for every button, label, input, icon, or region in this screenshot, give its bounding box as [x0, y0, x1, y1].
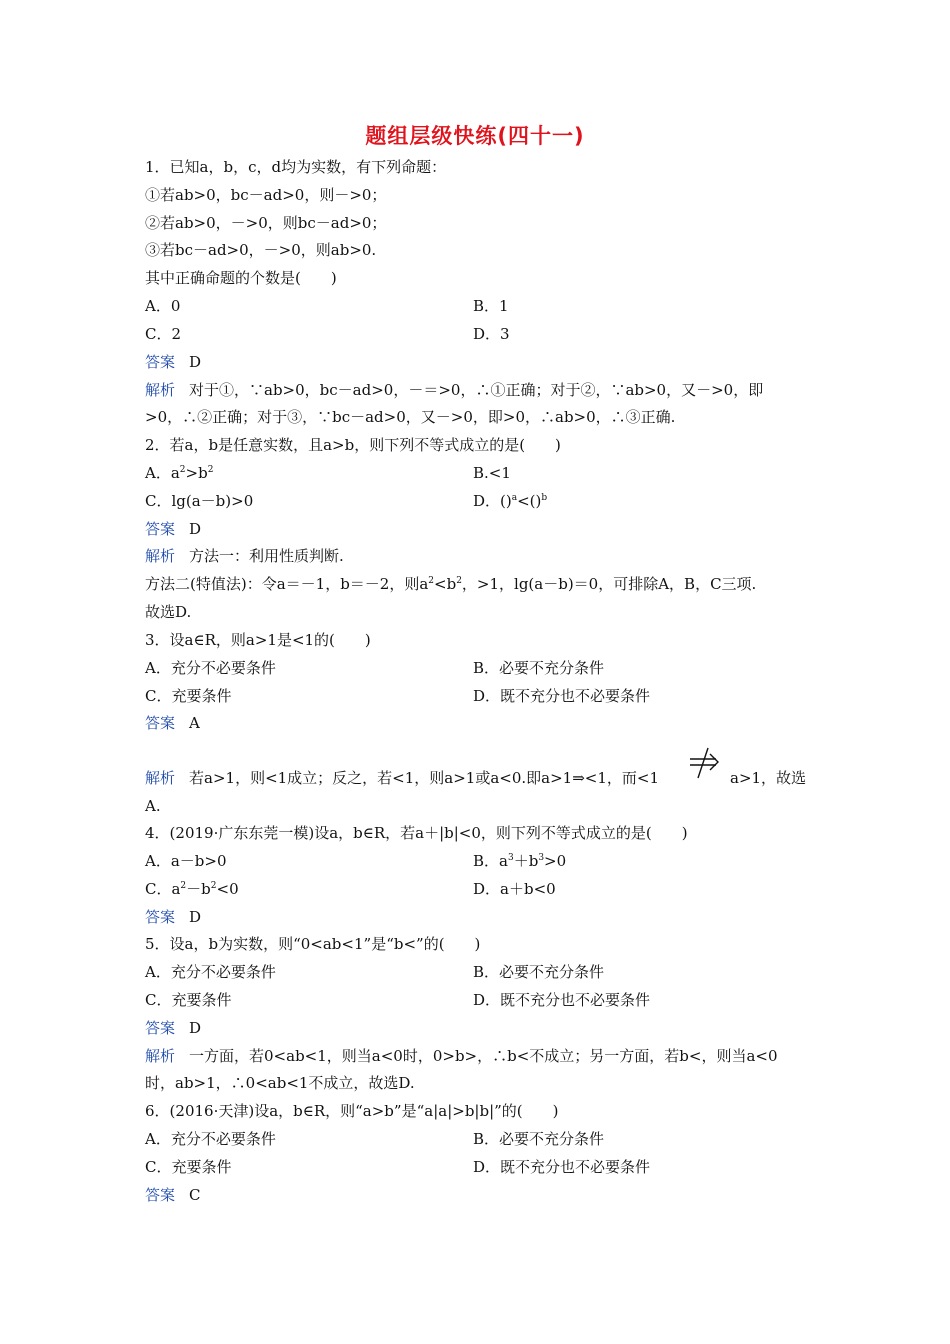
q4-stem: 4．(2019·广东东莞一模)设a，b∈R，若a＋|b|<0，则下列不等式成立的是( ) — [145, 824, 688, 842]
analysis-label: 解析 — [145, 547, 176, 565]
superscript: 3 — [507, 853, 514, 863]
q1-stem: 1．已知a，b，c，d均为实数，有下列命题： — [145, 158, 447, 176]
q4-option-c-text: C．a — [145, 880, 181, 898]
q3-answer — [145, 713, 200, 733]
q2-analysis-text-3: 故选D. — [145, 603, 192, 621]
q2-option-a — [145, 463, 213, 483]
q3-stem: 3．设a∈R，则a>1是<1的( ) — [145, 631, 371, 649]
q5-analysis-text-1: 一方面，若0<ab<1，则当a<0时，0>b>，∴b<不成立；另一方面，若b<，则当a<0 — [189, 1047, 778, 1065]
q3-analysis-text-2: A. — [145, 797, 161, 815]
q6-answer — [145, 1185, 201, 1205]
q1-proposition-3: ③若bc－ad>0，－>0，则ab>0. — [145, 241, 377, 259]
q2-analysis-text-2 — [145, 574, 756, 594]
superscript: 2 — [207, 465, 214, 475]
q5-answer — [145, 1018, 201, 1038]
q5-option-c: C．充要条件 — [145, 991, 232, 1009]
q2-answer-value: D — [189, 520, 202, 538]
q4-option-a: A．a－b>0 — [145, 852, 227, 870]
q1-analysis — [145, 380, 763, 400]
q1-proposition-2: ②若ab>0，－>0，则bc－ad>0； — [145, 214, 387, 232]
answer-label: 答案 — [145, 520, 176, 538]
q4-option-c-text: －b — [186, 880, 211, 898]
superscript: 2 — [428, 576, 435, 586]
analysis-label: 解析 — [145, 1047, 176, 1065]
q1-option-a: A．0 — [145, 297, 181, 315]
q2-option-c: C．lg(a－b)>0 — [145, 492, 254, 510]
q3-analysis — [145, 768, 659, 788]
q1-option-b: B．1 — [473, 297, 509, 315]
q3-analysis-text-tail: a>1，故选 — [730, 769, 807, 787]
answer-label: 答案 — [145, 1186, 176, 1204]
q5-answer-value: D — [189, 1019, 202, 1037]
superscript: 2 — [456, 576, 462, 586]
q6-option-b: B．必要不充分条件 — [473, 1130, 605, 1148]
superscript: a — [511, 493, 518, 503]
q2-analysis-text: <b — [434, 575, 457, 593]
answer-label: 答案 — [145, 908, 176, 926]
q2-option-a-text: A．a — [145, 464, 180, 482]
superscript: 2 — [210, 881, 217, 891]
q6-option-c: C．充要条件 — [145, 1158, 232, 1176]
q1-analysis-text-1: 对于①，∵ab>0，bc－ad>0，－＝>0，∴①正确；对于②，∵ab>0，又－>0，即 — [189, 381, 764, 399]
q2-analysis — [145, 546, 344, 566]
q2-option-d-text: D．() — [473, 492, 512, 510]
q3-option-a: A．充分不必要条件 — [145, 659, 276, 677]
q1-option-c: C．2 — [145, 325, 182, 343]
analysis-label: 解析 — [145, 769, 176, 787]
q5-stem: 5．设a，b为实数，则“0<ab<1”是“b<”的( ) — [145, 935, 481, 953]
q6-option-d: D．既不充分也不必要条件 — [473, 1158, 651, 1176]
q1-proposition-1: ①若ab>0，bc－ad>0，则－>0； — [145, 186, 387, 204]
q1-answer-value: D — [189, 353, 202, 371]
q3-answer-value: A — [189, 714, 200, 732]
q3-option-c: C．充要条件 — [145, 687, 232, 705]
superscript: 3 — [538, 853, 545, 863]
q4-option-b-text: B．a — [473, 852, 508, 870]
q2-stem: 2．若a，b是任意实数，且a>b，则下列不等式成立的是( ) — [145, 436, 561, 454]
superscript: 2 — [179, 465, 186, 475]
analysis-label: 解析 — [145, 381, 176, 399]
q6-answer-value: C — [189, 1186, 201, 1204]
q4-option-b — [473, 851, 566, 871]
not-implies-icon — [686, 745, 722, 781]
page-title: 题组层级快练(四十一) — [365, 124, 585, 148]
q2-option-d — [473, 491, 547, 511]
q6-stem: 6．(2016·天津)设a，b∈R，则“a>b”是“a|a|>b|b|”的( ) — [145, 1102, 559, 1120]
q3-analysis-text-1: 若a>1，则<1成立；反之，若<1，则a>1或a<0.即a>1⇒<1，而<1 — [189, 769, 660, 787]
q2-option-b: B.<1 — [473, 464, 511, 482]
answer-label: 答案 — [145, 353, 176, 371]
q1-analysis-text-2: >0，∴②正确；对于③，∵bc－ad>0，又－>0，即>0，∴ab>0，∴③正确. — [145, 408, 676, 426]
q2-answer — [145, 519, 201, 539]
superscript: 2 — [180, 881, 187, 891]
q2-option-d-text: <() — [517, 492, 542, 510]
answer-label: 答案 — [145, 1019, 176, 1037]
q4-answer — [145, 907, 201, 927]
q1-answer — [145, 352, 201, 372]
superscript: b — [541, 493, 548, 503]
q2-option-a-text: >b — [185, 464, 208, 482]
q4-option-d: D．a＋b<0 — [473, 880, 556, 898]
q6-option-a: A．充分不必要条件 — [145, 1130, 276, 1148]
q2-analysis-text: ，>1，lg(a－b)＝0，可排除A，B，C三项. — [461, 575, 757, 593]
q3-option-b: B．必要不充分条件 — [473, 659, 605, 677]
q4-option-b-text: ＋b — [513, 852, 539, 870]
q4-option-c-text: <0 — [216, 880, 239, 898]
q5-analysis — [145, 1046, 778, 1066]
q1-option-d: D．3 — [473, 325, 510, 343]
answer-label: 答案 — [145, 714, 176, 732]
q4-option-b-text: >0 — [544, 852, 567, 870]
q2-analysis-text: 方法二(特值法)：令a＝－1，b＝－2，则a — [145, 575, 429, 593]
q5-option-d: D．既不充分也不必要条件 — [473, 991, 651, 1009]
q4-option-c — [145, 879, 239, 899]
q1-ask: 其中正确命题的个数是( ) — [145, 269, 337, 287]
q5-option-b: B．必要不充分条件 — [473, 963, 605, 981]
q4-answer-value: D — [189, 908, 202, 926]
q5-analysis-text-2: 时，ab>1，∴0<ab<1不成立，故选D. — [145, 1074, 415, 1092]
q3-option-d: D．既不充分也不必要条件 — [473, 687, 651, 705]
q2-analysis-text-1: 方法一：利用性质判断. — [189, 547, 344, 565]
q5-option-a: A．充分不必要条件 — [145, 963, 276, 981]
